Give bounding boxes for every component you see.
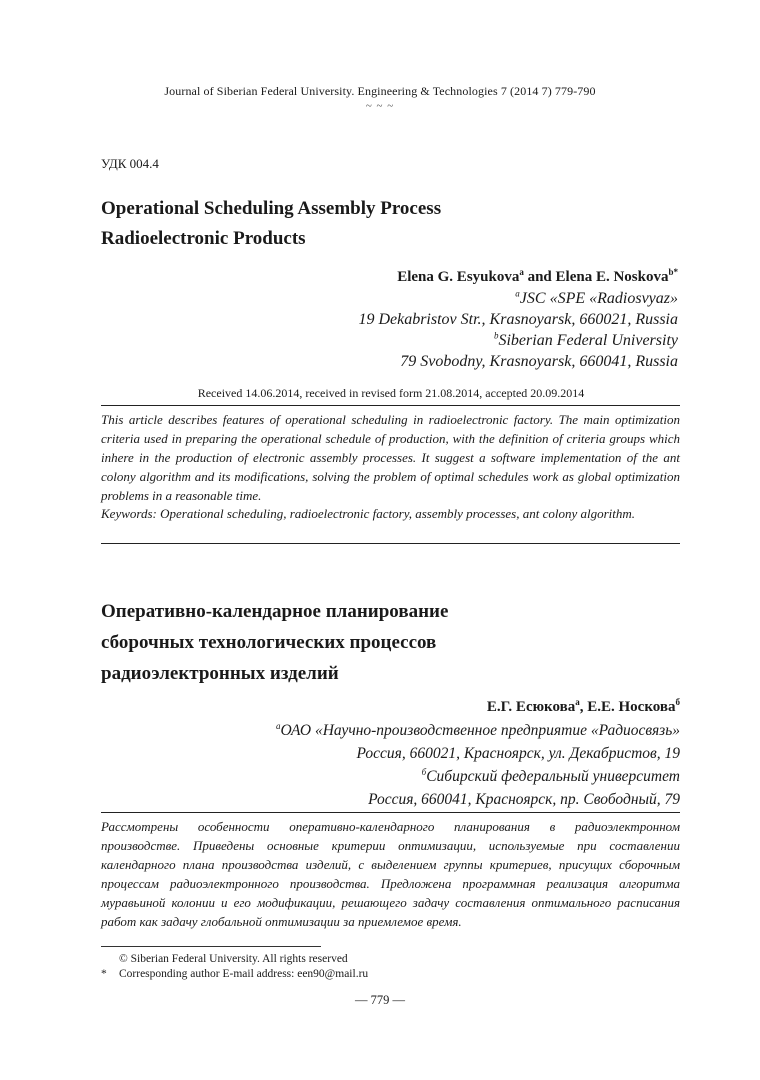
affiliation-a-text: JSC «SPE «Radiosvyaz»	[519, 290, 678, 307]
affiliation-ru-b-text: Сибирский федеральный университет	[426, 768, 680, 785]
affiliation-a-sup: a	[515, 288, 520, 299]
footnote-asterisk: *	[101, 968, 107, 980]
footnote-copyright	[101, 952, 368, 967]
author-ru-1-name: Е.Г. Есюкова	[486, 699, 576, 715]
affiliation-a-address: 19 Dekabristov Str., Krasnoyarsk, 660021, Russia	[358, 311, 678, 328]
footnotes	[101, 952, 368, 982]
udk-code: УДК 004.4	[101, 156, 159, 171]
abstract-top-rule	[101, 405, 680, 406]
keywords-english: Keywords: Operational scheduling, radioelectronic factory, assembly processes, ant colony algorithm.	[101, 506, 636, 521]
abstract-russian: Рассмотрены особенности оперативно-календарного планирования в радиоэлектронном производстве. Приведены основные критерии оптимизации, используемые при составлении календарного плана производства изделий, с выделением группы критериев, присущих сборочным процессам радиоэлектронного производства. Предложена программная реализация алгоритма муравьиной колонии и его модификации, решающего задачу составления оптимального расписания работ как задачу глобальной оптимизации за приемлемое время.	[101, 819, 680, 929]
footnote-copyright-text: © Siberian Federal University. All rights reserved	[119, 953, 348, 965]
header-ornament: ~ ~ ~	[365, 100, 395, 112]
footnote-corresponding	[101, 967, 368, 982]
received-dates: Received 14.06.2014, received in revised form 21.08.2014, accepted 20.09.2014	[197, 386, 585, 400]
affiliation-b-text: Siberian Federal University	[498, 332, 678, 349]
title-english-line-1: Operational Scheduling Assembly Process	[101, 198, 442, 219]
footnote-corresponding-text: Corresponding author E-mail address: een90@mail.ru	[119, 968, 369, 980]
author-ru-sep: ,	[579, 699, 588, 715]
affiliation-ru-a-address: Россия, 660021, Красноярск, ул. Декабристов, 19	[356, 745, 680, 762]
journal-header: Journal of Siberian Federal University. Engineering & Technologies 7 (2014 7) 779-790	[164, 84, 596, 98]
title-russian-line-1: Оперативно-календарное планирование	[101, 601, 449, 622]
author-1-sup: a	[519, 267, 524, 277]
affiliation-ru-a-sup: а	[276, 720, 281, 731]
affiliation-a-name	[358, 288, 678, 309]
title-russian-line-3: радиоэлектронных изделий	[101, 663, 339, 684]
author-1-name: Elena G. Esyukova	[397, 269, 520, 285]
affiliation-ru-a-name	[276, 719, 680, 742]
author-and: and	[523, 269, 556, 285]
author-ru-1-sup: а	[575, 697, 580, 707]
authors-english	[358, 267, 678, 372]
affiliation-b-sup: b	[493, 330, 499, 341]
author-ru-2-sup: б	[675, 697, 680, 707]
affiliation-b-name	[358, 330, 678, 351]
author-names-russian	[276, 696, 680, 719]
abstract-bottom-rule	[101, 543, 680, 544]
title-russian-line-2: сборочных технологических процессов	[101, 632, 437, 653]
page-number: — 779 —	[355, 993, 405, 1007]
author-ru-2-name: Е.Е. Носкова	[587, 699, 676, 715]
affiliation-b-address: 79 Svobodny, Krasnoyarsk, 660041, Russia	[400, 353, 678, 370]
affiliation-ru-b-address: Россия, 660041, Красноярск, пр. Свободный, 79	[368, 791, 680, 808]
affiliation-ru-b-sup: б	[421, 766, 427, 777]
title-english-line-2: Radioelectronic Products	[101, 228, 306, 249]
author-2-name: Elena E. Noskova	[555, 269, 669, 285]
abstract-english: This article describes features of operational scheduling in radioelectronic factory. The main optimization criteria used in preparing the operational schedule of production, with the definition of criteria groups which inhere in the production of electronic assembly processes. It suggest a software implementation of the ant colony algorithm and its modifications, solving the problem of optimal schedules work as global optimization problems in a reasonable time.	[101, 412, 680, 503]
affiliation-ru-a-text: ОАО «Научно-производственное предприятие «Радиосвязь»	[280, 722, 680, 739]
authors-russian	[276, 696, 680, 811]
abstract-ru-top-rule	[101, 812, 680, 813]
author-names-english	[358, 267, 678, 288]
title-english	[101, 194, 661, 254]
affiliation-ru-b-name	[276, 765, 680, 788]
author-2-sup: b*	[668, 267, 678, 277]
footnote-rule	[101, 946, 321, 947]
title-russian	[101, 596, 448, 689]
